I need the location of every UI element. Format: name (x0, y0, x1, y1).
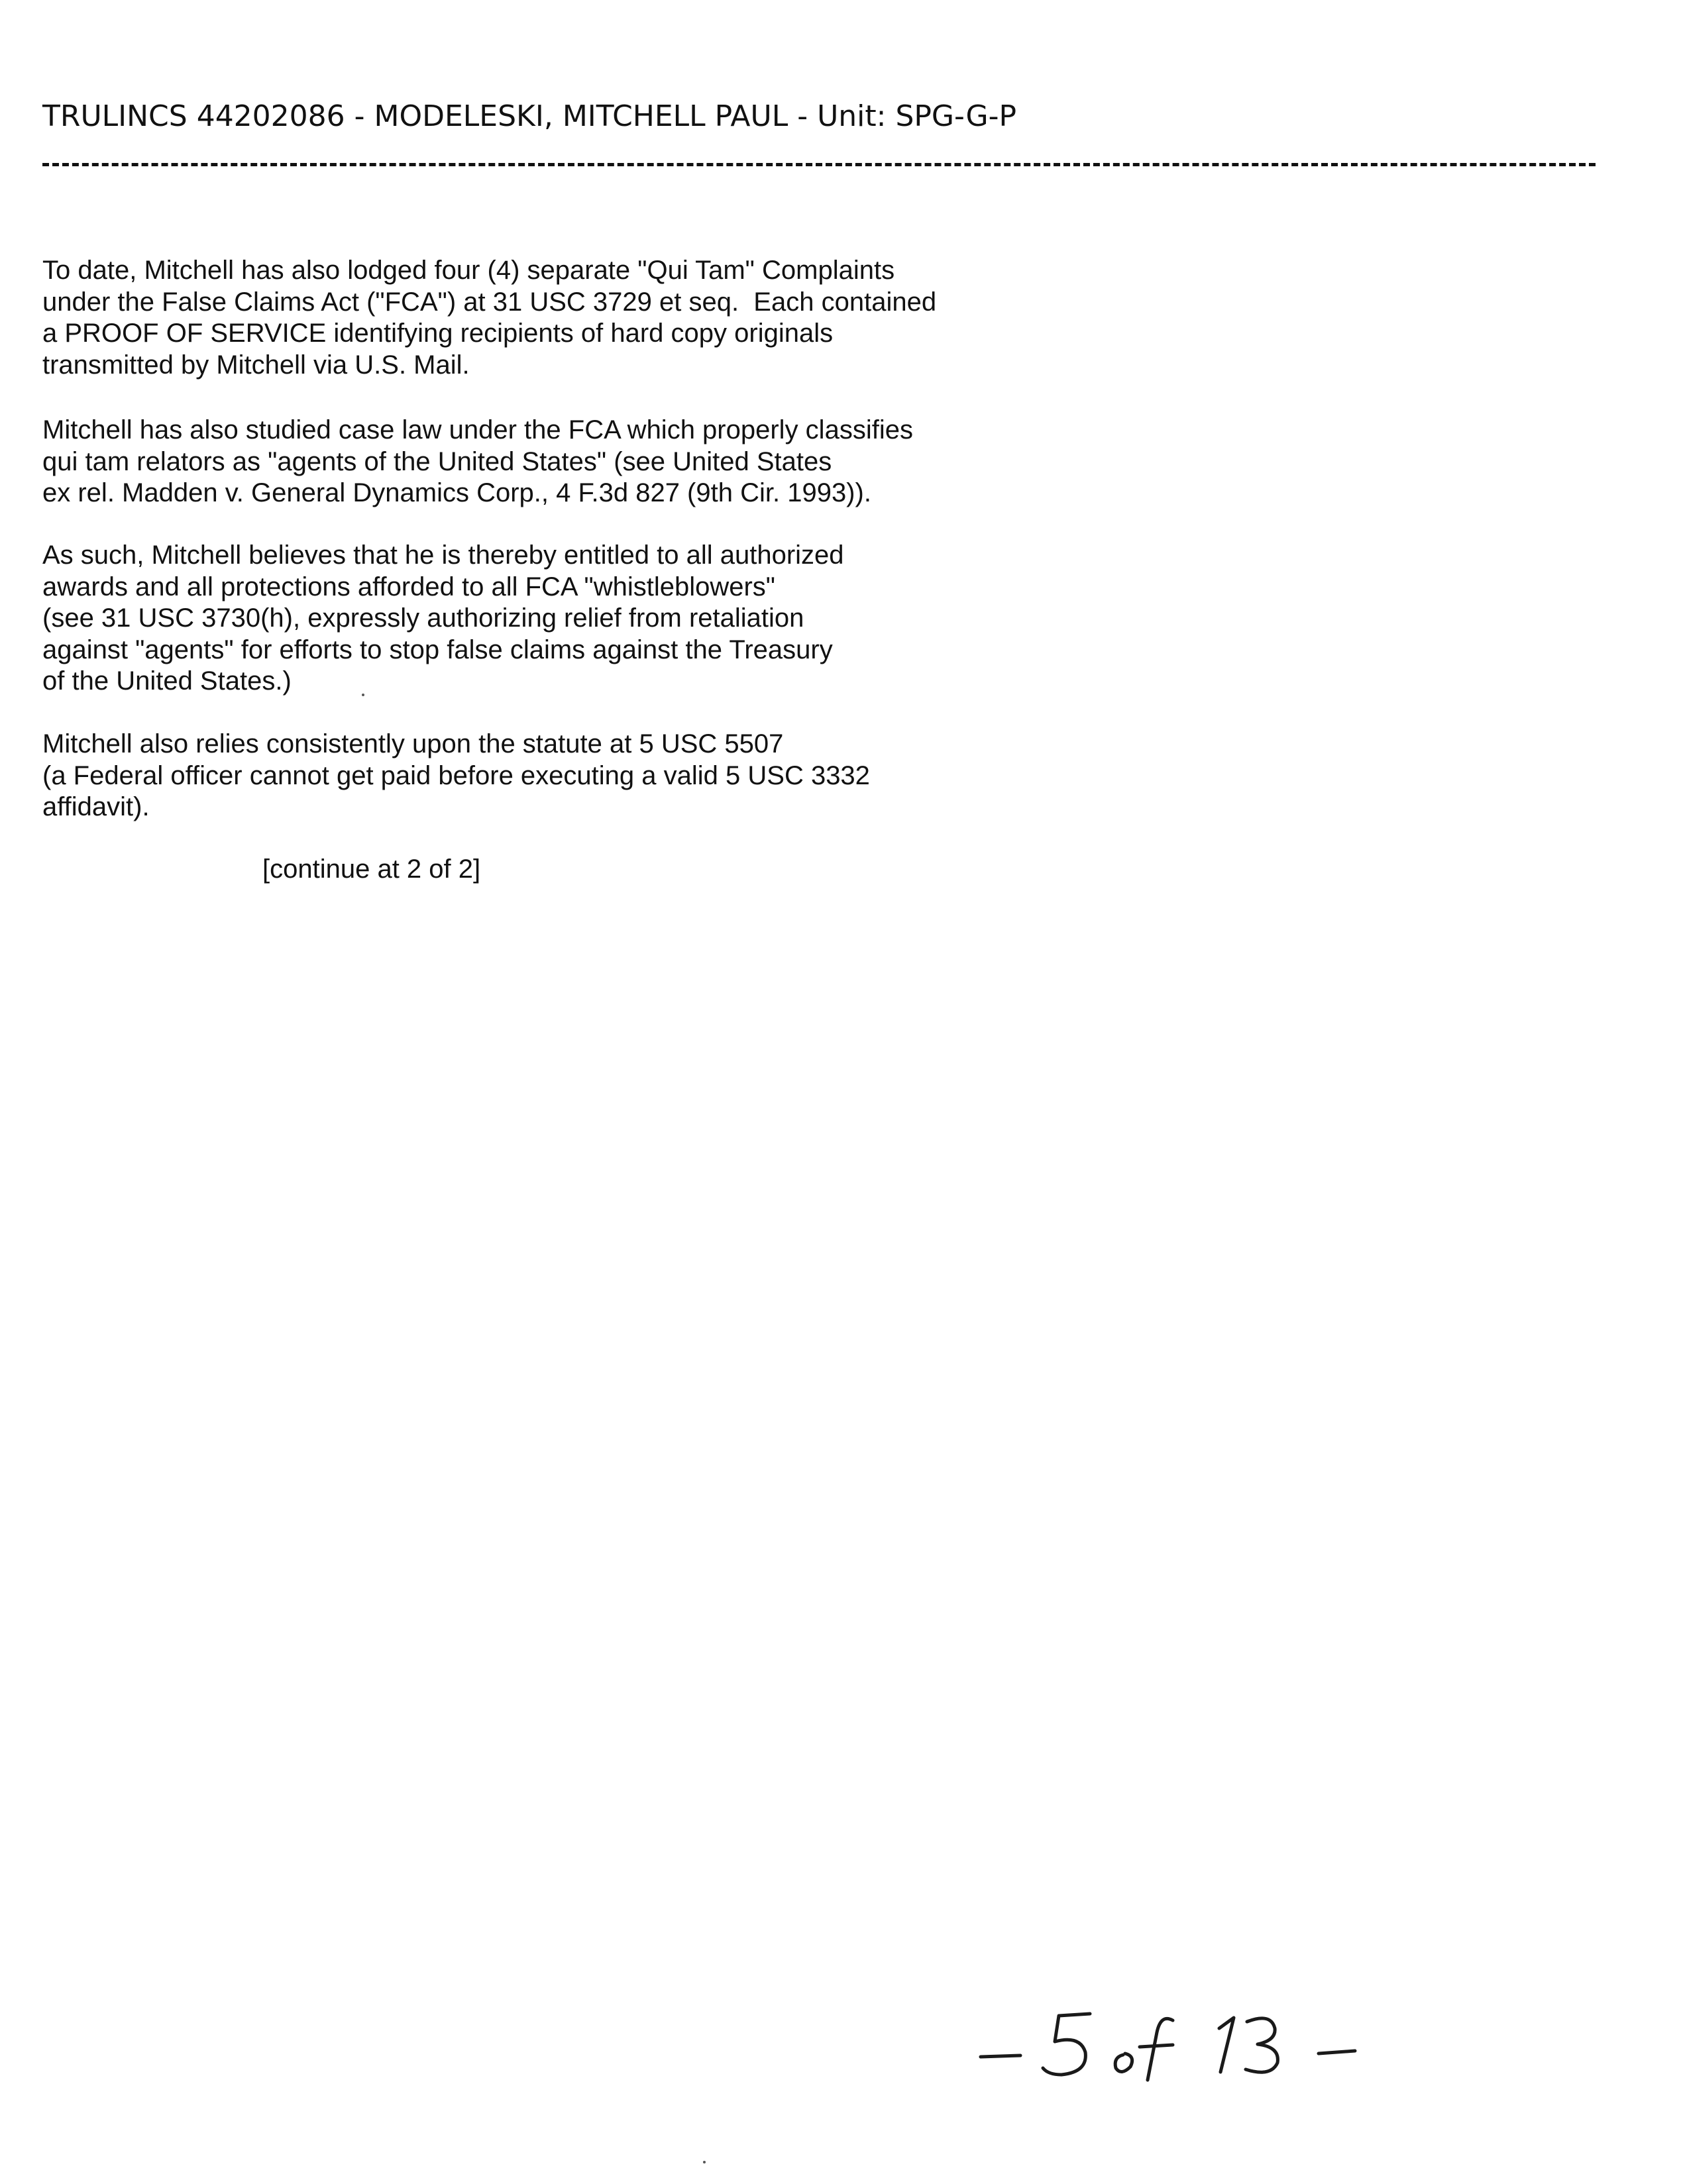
scan-speck (703, 2161, 706, 2163)
text-line: ex rel. Madden v. General Dynamics Corp., 4 F.3d 827 (9th Cir. 1993)). (42, 478, 871, 507)
text-line: As such, Mitchell believes that he is thereby entitled to all authorized (42, 541, 844, 570)
document-header: TRULINCS 44202086 - MODELESKI, MITCHELL PAUL - Unit: SPG-G-P (42, 99, 1017, 133)
continuation-note: [continue at 2 of 2] (262, 855, 481, 884)
text-line: qui tam relators as "agents of the United States" (see United States (42, 446, 832, 476)
text-line: awards and all protections afforded to all FCA "whistleblowers" (42, 572, 775, 601)
paragraph-case-law (42, 415, 913, 509)
text-line: Mitchell has also studied case law under the FCA which properly classifies (42, 415, 913, 444)
text-line: (a Federal officer cannot get paid before executing a valid 5 USC 3332 (42, 760, 870, 790)
text-line: against "agents" for efforts to stop false claims against the Treasury (42, 635, 833, 664)
text-line: a PROOF OF SERVICE identifying recipients of hard copy originals (42, 319, 834, 348)
scan-speck (362, 694, 364, 696)
text-line: transmitted by Mitchell via U.S. Mail. (42, 350, 470, 380)
dashed-divider (42, 163, 1596, 166)
handwritten-page-number (974, 1994, 1385, 2087)
text-line: of the United States.) (42, 666, 292, 696)
text-line: To date, Mitchell has also lodged four (4) separate "Qui Tam" Complaints (42, 256, 895, 285)
paragraph-statute-5507 (42, 729, 870, 823)
text-line: (see 31 USC 3730(h), expressly authorizing relief from retaliation (42, 603, 804, 633)
text-line: affidavit). (42, 792, 150, 821)
paragraph-qui-tam-complaints (42, 255, 936, 381)
text-line: Mitchell also relies consistently upon the statute at 5 USC 5507 (42, 729, 784, 758)
text-line: under the False Claims Act ("FCA") at 31 USC 3729 et seq. Each contained (42, 287, 937, 317)
paragraph-whistleblower-protections (42, 540, 844, 698)
